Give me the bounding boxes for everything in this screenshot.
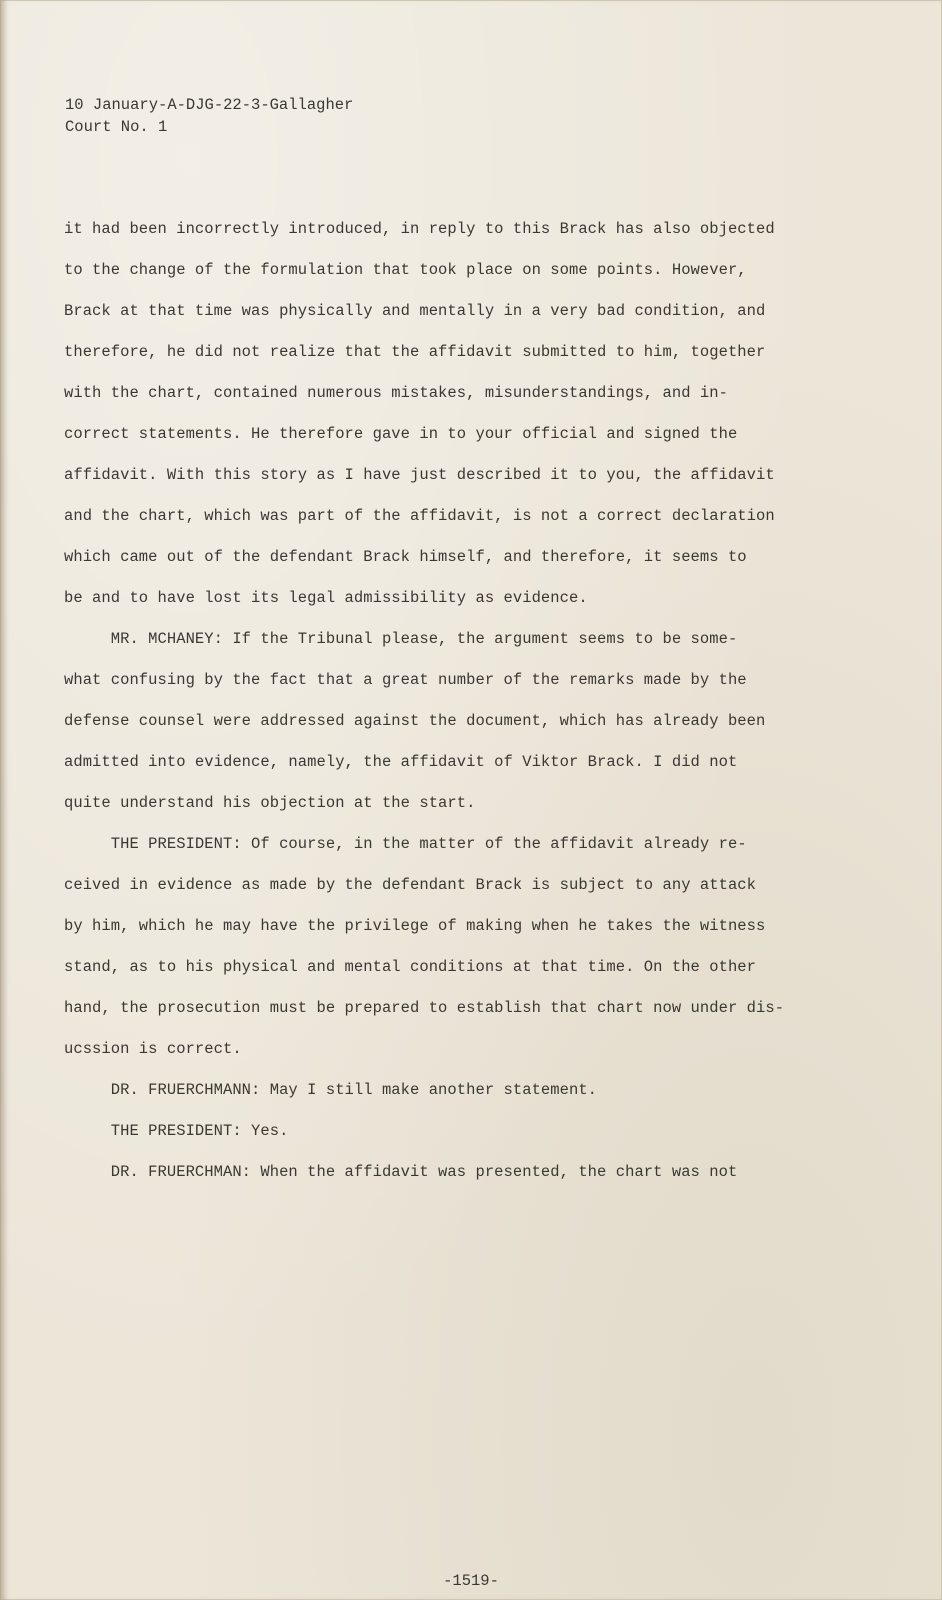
transcript-line: stand, as to his physical and mental conditions at that time. On the other (64, 958, 757, 976)
transcript-line: affidavit. With this story as I have just described it to you, the affidavit (64, 466, 775, 484)
transcript-line: with the chart, contained numerous mistakes, misunderstandings, and in- (64, 384, 728, 402)
transcript-line-speaker-fruerchmann: DR. FRUERCHMAN: When the affidavit was presented, the chart was not (64, 1163, 738, 1181)
page-number: -1519- (443, 1572, 499, 1590)
transcript-line: defense counsel were addressed against the document, which has already been (64, 712, 766, 730)
document-header (65, 94, 353, 138)
transcript-line: it had been incorrectly introduced, in reply to this Brack has also objected (64, 220, 775, 238)
transcript-line: hand, the prosecution must be prepared to establish that chart now under dis- (64, 999, 785, 1017)
transcript-body (64, 218, 864, 1202)
transcript-line-speaker-president: THE PRESIDENT: Of course, in the matter of the affidavit already re- (64, 835, 747, 853)
transcript-line: Brack at that time was physically and mentally in a very bad condition, and (64, 302, 766, 320)
transcript-line: ucssion is correct. (64, 1040, 242, 1058)
transcript-line-speaker-fruerchmann: DR. FRUERCHMANN: May I still make another statement. (64, 1081, 598, 1099)
transcript-line: admitted into evidence, namely, the affidavit of Viktor Brack. I did not (64, 753, 738, 771)
transcript-line: quite understand his objection at the start. (64, 794, 476, 812)
transcript-line: ceived in evidence as made by the defendant Brack is subject to any attack (64, 876, 757, 894)
transcript-line: what confusing by the fact that a great number of the remarks made by the (64, 671, 747, 689)
transcript-line: by him, which he may have the privilege of making when he takes the witness (64, 917, 766, 935)
header-court: Court No. 1 (65, 118, 168, 136)
transcript-line-speaker-president: THE PRESIDENT: Yes. (64, 1122, 289, 1140)
paper-edge-shadow (0, 0, 8, 1600)
transcript-line: correct statements. He therefore gave in to your official and signed the (64, 425, 738, 443)
header-reference: 10 January-A-DJG-22-3-Gallagher (65, 96, 354, 114)
transcript-line: to the change of the formulation that took place on some points. However, (64, 261, 747, 279)
transcript-line: therefore, he did not realize that the affidavit submitted to him, together (64, 343, 766, 361)
transcript-line: which came out of the defendant Brack himself, and therefore, it seems to (64, 548, 747, 566)
transcript-line: be and to have lost its legal admissibility as evidence. (64, 589, 588, 607)
transcript-line-speaker-mchaney: MR. MCHANEY: If the Tribunal please, the argument seems to be some- (64, 630, 738, 648)
transcript-line: and the chart, which was part of the affidavit, is not a correct declaration (64, 507, 775, 525)
